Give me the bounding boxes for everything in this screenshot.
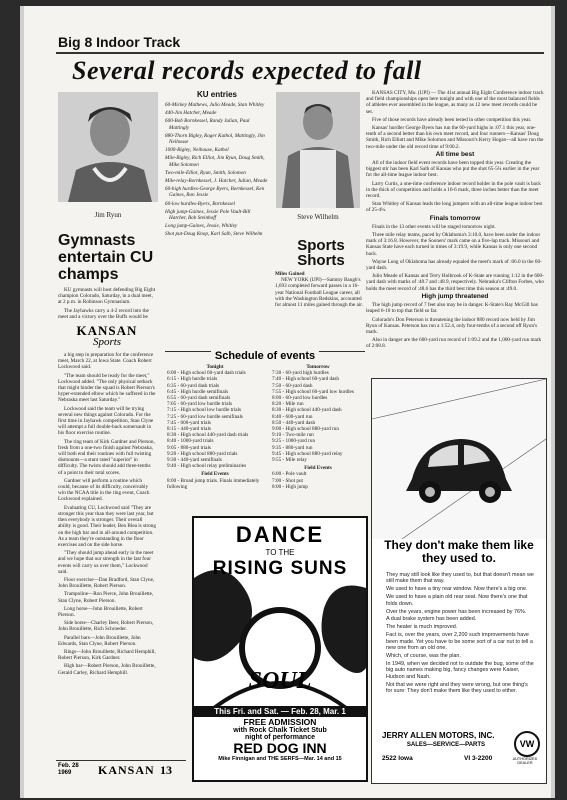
ku-entry: 60-high hurdles-George Byers, Bornkessel, Ken Gaines, Ron Jessie <box>165 186 265 199</box>
ku-entry: 880-Thorn Bigley, Roger Kathol, Mattingly, Jim Neihouse <box>165 132 265 146</box>
schedule-tonight <box>167 364 263 490</box>
dance-free: FREE ADMISSION <box>243 717 317 727</box>
main-story-paragraph: KANSAS CITY, Mo. (UPI) — The 41st annual Big Eight Conference indoor track and field championships open here tonight and with one of the most balanced fields of athletes ever assembled in the league, as many as 12 new meet records could be set. <box>366 90 544 115</box>
schedule-item: 8:00 - High jump <box>272 483 308 490</box>
dance-venue: RED DOG INN <box>233 740 327 756</box>
schedule-item: 9:55 - Mile relay <box>272 457 308 464</box>
main-story-paragraph: Five of those records have already been tested in other competition this year. <box>372 116 532 123</box>
main-story <box>366 90 544 352</box>
tomorrow-head: Tomorrow <box>306 364 330 370</box>
schedule-item: 6:00 - High school 60-yard dash trials <box>167 370 246 377</box>
schedule-item: 7:50 - 60-yard dash <box>272 382 313 389</box>
schedule-title: Schedule of events <box>211 350 319 362</box>
schedule-item: 9:40 - High school relay preliminaries <box>167 463 247 470</box>
vw-dealer: JERRY ALLEN MOTORS, INC. <box>382 731 495 740</box>
schedule-item: 7:30 - 60-yard high hurdles <box>272 370 329 377</box>
vw-body-paragraph: Over the years, engine power has been increased by 76%. <box>386 608 527 615</box>
ku-entry: Mile-relay-Bornkessel, J. Hatcher, Julian, Meade <box>165 178 268 185</box>
gymnasts-paragraph: Trampoline—Ron Pierce, John Brouillette, Stan Clyne, Robert Pierson. <box>58 591 154 604</box>
tonight-field-head: Field Events <box>201 471 229 478</box>
gymnasts-paragraph: Gardner will perform a routine which could, because of its difficulty, conceivably win the NCAA title in the ring event, Coach Lockwood explained. <box>58 477 150 503</box>
schedule-item: 6:45 - High hurdle semifinals <box>167 388 229 395</box>
ku-entry: 60-low hurdles-Byers, Bornkessel <box>165 200 235 207</box>
schedule-item: 7:05 - 60-yard low hurdle trials <box>167 401 232 408</box>
gymnasts-headline: Gymnasts entertain CU champs <box>58 232 154 283</box>
vw-address: 2522 Iowa <box>382 755 413 762</box>
newspaper-page <box>20 6 555 798</box>
ku-entries-list <box>165 102 269 238</box>
vw-body-paragraph: Which, of course, was the plan. <box>386 652 461 659</box>
ku-entry: Shot put-Doug Knop, Karl Salb, Steve Wilhelm <box>165 231 263 238</box>
schedule-tomorrow <box>272 364 364 490</box>
ku-entry: 600-Bob Bornkessel, Randy Julian, Paul Mattingly <box>165 118 250 131</box>
dance-footer: Mike Finnigan and THE SERFS—Mar. 14 and 15 <box>218 756 342 762</box>
finals-paragraph: Three mile relay teams, paced by Oklahoma's 3:10.0, have been under the indoor mark of 3:16.8. However, the Sooners' mark came on a five-lap track. Missouri and Kansas State have each turned in times of 3:19.9, while Kansas is only one second back. <box>366 232 541 257</box>
schedule-item: 7:55 - High school 60-yard low hurdles <box>272 388 354 395</box>
dance-ad-info <box>194 706 366 780</box>
vw-ad <box>371 378 547 784</box>
footer-page: 13 <box>160 763 172 777</box>
dance-line4: SOUL <box>248 668 312 694</box>
schedule-item: 6:35 - 60-yard dash trials <box>167 382 220 389</box>
finals-paragraph: Wayne Long of Oklahoma has already equaled the meet's mark of :06.0 in the 60-yard dash. <box>366 258 542 272</box>
gymnasts-paragraph: Long horse—John Brouillette, Robert Pierson. <box>58 605 143 618</box>
gymnasts-paragraph: The ring team of Kirk Gardner and Pierson, fresh from a one-two finish against Nebraska, will both end their routines with full twisting dismounts—a stunt rated "superior" in difficulty. The twists should add three-tenths of a point to their total scores. <box>58 438 155 476</box>
schedule-item: 9:10 - Two-mile run <box>272 432 314 439</box>
finals-head: Finals tomorrow <box>429 214 481 222</box>
ku-entry: Long jump-Gaines, Jessie, Whitley <box>165 223 238 230</box>
schedule-item: 9:25 - 1000-yard run <box>272 438 316 445</box>
gymnasts-paragraph: Rings—John Brouillette, Richard Hemphill, Robert Pierson, Kirk Gardner. <box>58 648 156 662</box>
high-jump-paragraph: Colorado's Don Peterson is threatening the indoor 880 record now held by Jim Ryun of Kansas. Peterson has run a 1:52.4, only four-tenths of a second off Ryun's mark. <box>366 316 538 335</box>
schedule-item: 7:15 - High school low hurdle trials <box>167 407 242 414</box>
dance-line1: DANCE <box>235 522 325 547</box>
schedule-item: 8:00 - 60-yard low hurdles <box>272 395 328 402</box>
schedule-item: 8:30 - High school 440-yard dash <box>272 407 342 414</box>
vw-body-paragraph: They may still look like they used to, but that doesn't mean we still make them that way. <box>386 572 534 585</box>
dance-night: night of performance <box>244 734 315 741</box>
jim-ryun-photo <box>58 92 158 202</box>
sports-shorts-text: NEW YORK (UPI)—Sammy Baugh's 1,693 completed forward passes in a 16-year National Football League career, all with the Washington Redskins, accounted for almost 11 miles gained through the air. <box>275 277 363 309</box>
gymnasts-story <box>58 232 156 678</box>
left-photo-caption: Jim Ryun <box>94 211 122 219</box>
vw-body-paragraph: The heater is much improved. <box>386 624 458 631</box>
schedule-item: 8:15 - 440-yard trials <box>167 426 211 433</box>
vw-body-paragraph: We used to have a plain old rear seat. Now there's one that folds down. <box>386 594 528 607</box>
vw-body-paragraph: Fact is, over the years, over 2,200 such improvements have been made. Yet you have to be some sort of a car nut to tell a new one from an old one. <box>386 632 533 652</box>
sports-shorts-text-wrap <box>275 277 367 308</box>
sports-shorts <box>275 238 367 310</box>
tomorrow-field-head: Field Events <box>304 465 332 472</box>
all-time-head: All time best <box>435 150 475 158</box>
gymnasts-paragraph: Floor exercise—Dan Bradford, Stan Clyne, John Brouillette, Robert Pierson. <box>58 576 155 590</box>
schedule-item: 8:20 - Mile run <box>272 401 304 408</box>
headline: Several records expected to fall <box>72 56 422 85</box>
vw-body-paragraph: We used to have a tiny rear window. Now there's a big one. <box>386 586 528 593</box>
all-time-paragraph: Larry Curtis, a one-time conference indoor record holder in the pole vault is back in the thick of competition and holds a 16-6 mark, three inches better than the meet record. <box>366 180 541 200</box>
ku-entry: 1000-Bigley, Neihouse, Kathol <box>165 147 229 154</box>
schedule-item: 8:50 - 440-yard dash <box>272 419 316 426</box>
schedule-item: 9:35 - 880-yard run <box>272 444 313 451</box>
all-time-paragraph: Stan Whitley of Kansas leads the long jumpers with an all-time league indoor best of 25-4¼. <box>366 201 543 214</box>
schedule-item: 7:45 - 600-yard trials <box>167 419 211 426</box>
finals-paragraph: Finals in the 13 other events will be staged tomorrow night. <box>372 223 496 230</box>
schedule-item: 7:40 - High school 60-yard dash <box>272 376 339 383</box>
sports-shorts-title: Sports Shorts <box>297 237 345 269</box>
ku-entry: Two-mile-Elliot, Ryun, Smith, Solomon <box>165 169 246 176</box>
schedule-item: 9:00 - High school 880-yard run <box>272 426 339 433</box>
gymnasts-lead-text: KU gymnasts will host defending Big Eight champion Colorado, Saturday, in a dual meet, at 2 p.m. in Robinson Gymnasium. <box>58 287 156 306</box>
dance-ticket: with Rock Chalk Ticket Stub <box>233 727 327 734</box>
ku-entry: High jump-Gaines, Jessie Pole Vault-Bill Hatcher, Bob Steinhoff <box>165 208 251 222</box>
right-photo-caption: Steve Wilhelm <box>297 213 339 221</box>
high-jump-paragraph: The high jump record of 7 feet also may be in danger. K-State's Ray McGill has leaped 6-10 to top that field so far. <box>366 302 538 315</box>
tonight-head: Tonight <box>206 364 224 370</box>
gymnasts-paragraph: "The team should be ready for the meet," Lockwood added. "The only physical setback that might hinder the squad is Robert Pierson's hyper-extended elbow which he suffered in the Nebraska meet last Saturday." <box>58 372 156 404</box>
kansan-logo-text: KANSAN <box>76 323 138 339</box>
vw-beetle-photo <box>372 379 546 539</box>
schedule-item: 9:45 - High school 880-yard relay <box>272 450 343 457</box>
dance-dates: This Fri. and Sat. — Feb. 28, Mar. 1 <box>194 706 366 717</box>
vw-authorized: AUTHORIZED DEALER <box>512 757 538 765</box>
vw-body <box>386 572 534 696</box>
ku-entries-title: KU entries <box>196 90 237 99</box>
vw-body-paragraph: A dual brake system has been added. <box>386 616 477 623</box>
dance-line3: RISING SUNS <box>212 558 348 579</box>
gymnasts-body <box>58 352 156 676</box>
gymnasts-paragraph: "They should jump ahead early in the meet and we hope that our strength in the last four events will carry us over them," Lockwood said. <box>58 550 154 575</box>
dance-ad <box>192 516 368 782</box>
schedule-item: 9:20 - High school 880-yard trials <box>167 450 238 457</box>
page-edge-right <box>551 6 555 798</box>
schedule-item: 7:00 - Shot put <box>272 477 303 484</box>
gymnasts-paragraph: a big step in preparation for the conference meet, March 22, at Iowa State. Coach Robert Lockwood said. <box>58 352 154 371</box>
gymnasts-para2: The Jayhawks carry a 4-2 record into the meet and a victory over the Buffs would be <box>58 307 149 320</box>
vw-body-paragraph: In 1949, when we decided not to outdate the bug, some of the big auto names making big, fancy changes were Kaiser, Hudson and Nash. <box>386 660 534 680</box>
footer-rule <box>56 760 186 761</box>
gymnasts-paragraph: Evaluating CU, Lockwood said "They are stronger this year than they were last year, but then everybody is stronger. Their overall ability is good. Their leader, Ben Blea is strong on the high bar and in all-around competition. As a team they're outstanding in the floor exercises and on the side horse. <box>58 504 156 548</box>
footer-date: Feb. 28 1969 <box>58 763 79 776</box>
dance-line2: TO THE <box>265 548 295 557</box>
schedule-item: 9:30 - 440-yard semifinals <box>167 457 222 464</box>
schedule-item: 8:40 - 600-yard run <box>272 413 313 420</box>
kansan-sports-logo <box>58 323 156 348</box>
gymnasts-paragraph: Parallel bars—John Brouillette, John Edwards, Stan Clyne, Robert Pierson. <box>58 634 141 647</box>
vw-logo-icon: VW <box>514 731 540 757</box>
schedule-item: 9:05 - 880-yard trials <box>167 444 211 451</box>
high-jump-paragraph: Also in danger are the 600-yard run record of 1:09.2 and the 1,000-yard run mark of 2:08.8. <box>366 337 542 350</box>
ku-entry: 60-Mickey Mathews, Julio Meade, Stan Whitley <box>165 102 265 108</box>
schedule-item: 8:30 - High school 440-yard dash trials <box>167 432 249 439</box>
schedule-title-wrap <box>165 346 365 364</box>
gymnasts-lead <box>58 287 156 320</box>
page-edge-left <box>20 6 24 798</box>
schedule-item: 8:40 - 1000-yard trials <box>167 438 214 445</box>
vw-phone: VI 3-2200 <box>464 755 493 762</box>
ku-entries <box>165 90 269 240</box>
gymnasts-paragraph: High bar—Robert Pierson, John Brouillette, Gerald Carley, Richard Hemphill. <box>58 663 156 676</box>
main-story-paragraph: Kansas' hurdler George Byers has run the 60-yard highs in :07.1 this year, one-tenth of a second better than his own meet record, and four runners—Kansas' Doug Smith, Rich Elliott and Mike Solomon and Missouri's Kerry Hogan—all have run the two-mile under the old record time of 9:00.2. <box>366 125 544 150</box>
kansan-logo-sub: Sports <box>92 336 122 349</box>
all-time-paragraph: All of the indoor field event records have been topped this year. Creating the biggest stir has been Karl Salb of Kansas who put the shot 65-5¼ earlier in the year for the all-time league indoor best. <box>366 160 540 179</box>
steve-wilhelm-photo <box>276 92 360 208</box>
gymnasts-paragraph: Lockwood said the team will be trying several new things against Colorado. For the first time in Jayhawk competition, Stan Clyne will attempt a full double-back somersault in his floor exercise routine. <box>58 405 154 437</box>
schedule-item: 6:55 - 60-yard dash semifinals <box>167 395 231 402</box>
vw-services: SALES—SERVICE—PARTS <box>406 742 486 748</box>
footer-paper: KANSAN <box>98 763 155 777</box>
ku-entry: 440-Jim Hatcher, Meade <box>165 110 217 117</box>
schedule-item: 6:00 - Pole vault <box>272 471 307 478</box>
section-title: Big 8 Indoor Track <box>58 34 181 50</box>
high-jump-head: High jump threatened <box>421 292 489 300</box>
schedule-item: 8:00 - Broad jump trials. Finals immediately following <box>167 477 260 490</box>
vw-headline: They don't make them like they used to. <box>384 538 534 565</box>
schedule-item: 6:15 - High hurdle trials <box>167 376 218 383</box>
ku-entry: Mile-Bigley, Rich Elliot, Jim Ryun, Doug Smith, Mike Solomon <box>165 155 265 168</box>
vw-body-paragraph: Not that we were right and they were wrong, but one thing's for sure: They don't make them like they used to either. <box>386 681 528 694</box>
schedule-item: 7:25 - 60-yard low hurdle semifinals <box>167 413 243 420</box>
section-rule <box>56 52 544 54</box>
sports-shorts-subhead: Miles Gained <box>275 271 305 277</box>
finals-paragraph: Julio Meade of Kansas and Terry Holbrook of K-State are running 1:12 in the 600-yard dash with marks of :48.7 and :48.9, respectively. Nebraska's Clifton Forbes, who holds the meet record of :48.6 has the third best time this season at :49.0. <box>366 273 544 292</box>
gymnasts-paragraph: Side horse—Charley Beer, Robert Pierson, John Brouillette, Rich Schroeder. <box>58 620 154 633</box>
